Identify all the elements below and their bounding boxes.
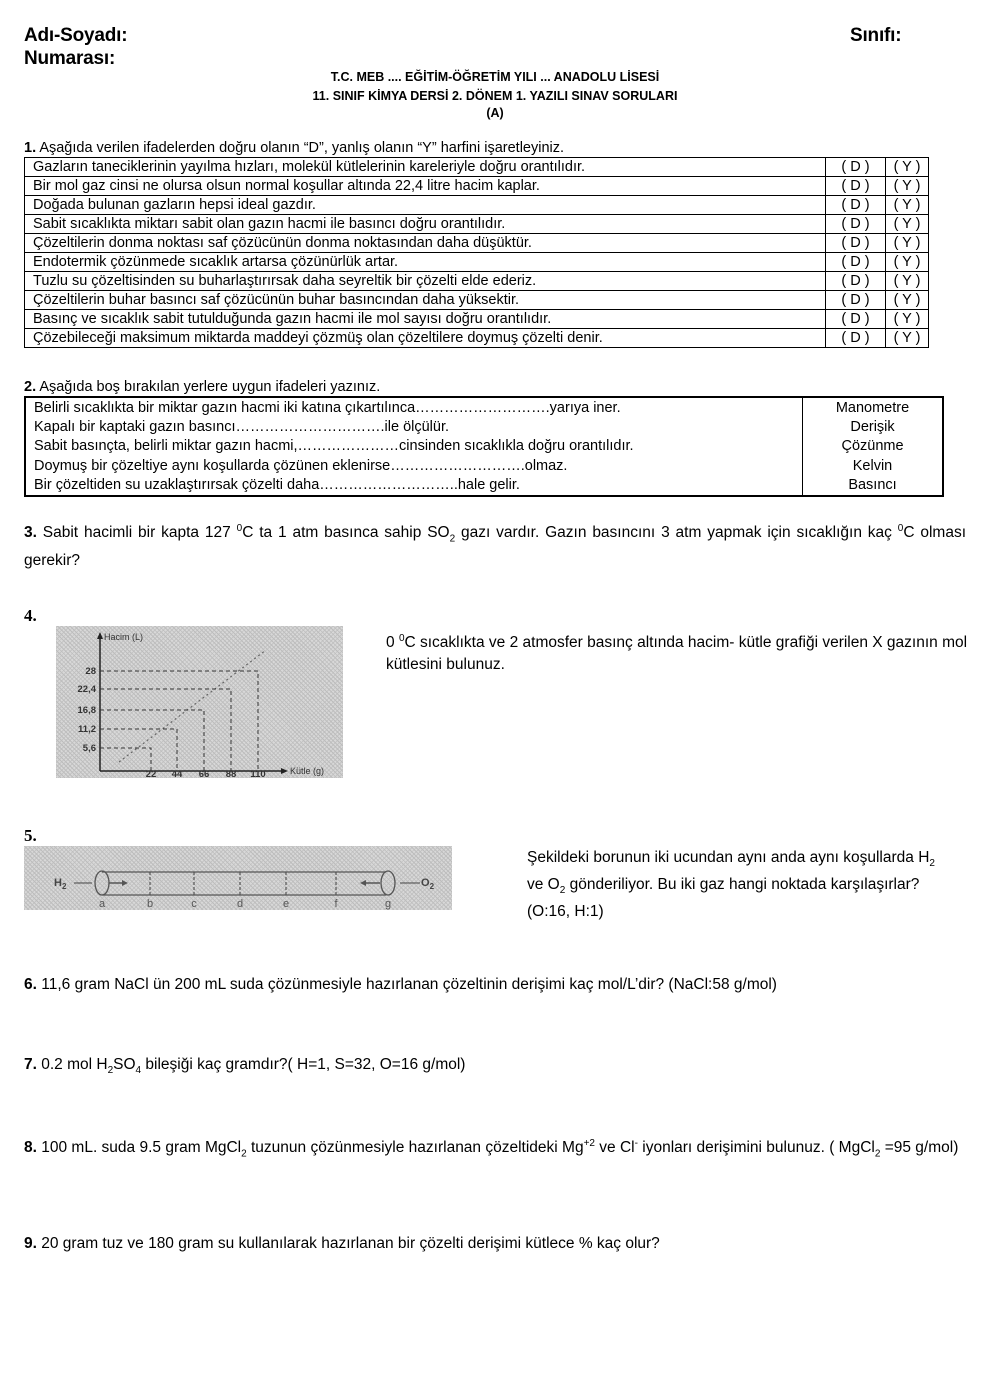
q3-sup: 0 [236, 523, 243, 534]
tube-point-label: g [384, 898, 392, 910]
false-option[interactable]: ( Y ) [886, 177, 929, 196]
student-name-label: Adı-Soyadı: [24, 25, 128, 46]
false-option[interactable]: ( Y ) [886, 272, 929, 291]
false-option[interactable]: ( Y ) [886, 310, 929, 329]
true-option[interactable]: ( D ) [826, 234, 886, 253]
q7-number: 7. [24, 1056, 37, 1073]
svg-text:28: 28 [85, 666, 96, 677]
tube-point-label: a [98, 898, 106, 910]
q8-text-part: 100 mL. suda 9.5 gram MgCl [36, 1139, 242, 1157]
true-option[interactable]: ( D ) [826, 329, 886, 348]
fill-sentence: Bir çözeltiden su uzaklaştırırsak çözelti daha………………………..hale gelir. [34, 476, 520, 493]
q3-text-part: Sabit hacimli bir kapta 127 [36, 524, 237, 542]
q9-text-body: 20 gram tuz ve 180 gram su kullanılarak hazırlanan bir çözelti derişimi kütlece % kaç olur? [36, 1235, 660, 1252]
q6-number: 6. [24, 976, 37, 993]
fill-sentences [25, 397, 803, 496]
true-option[interactable]: ( D ) [826, 158, 886, 177]
q7-text [24, 1055, 465, 1081]
q4-sup: 0 [398, 633, 405, 644]
statement-text: Çözeltilerin donma noktası saf çözücünün donma noktasından daha düşüktür. [25, 234, 826, 253]
q4-number: 4. [24, 606, 37, 625]
svg-text:22: 22 [145, 769, 157, 778]
q3-text-part: C olması gerekir? [24, 524, 967, 570]
fill-sentence: Kapalı bir kaptaki gazın basıncı………………………….ile ölçülür. [34, 419, 450, 436]
fill-sentence: Doymuş bir çözeltiye aynı koşullarda çözünen eklenirse……………………….olmaz. [34, 457, 568, 474]
q8-sub: 2 [241, 1148, 247, 1160]
volume-mass-chart [56, 626, 343, 778]
tube-point-label: e [282, 898, 290, 910]
q1-instruction [24, 138, 564, 158]
statement-text: Bir mol gaz cinsi ne olursa olsun normal koşullar altında 22,4 litre hacim kaplar. [25, 177, 826, 196]
gas-tube-svg [24, 846, 452, 910]
svg-text:11,2: 11,2 [78, 724, 96, 735]
q6-text-body: 11,6 gram NaCl ün 200 mL suda çözünmesiyle hazırlanan çözeltinin derişimi kaç mol/L’dir? (NaCl:58 g/mol) [36, 976, 777, 993]
statement-text: Gazların taneciklerinin yayılma hızları, molekül kütlelerinin kareleriyle doğru orantılıdır. [25, 158, 826, 177]
false-option[interactable]: ( Y ) [886, 158, 929, 177]
q8-number: 8. [24, 1139, 37, 1157]
q3-text [24, 518, 966, 572]
tube-point-label: b [146, 898, 154, 910]
svg-text:16,8: 16,8 [77, 705, 96, 716]
word-bank-item: Çözünme [841, 438, 904, 455]
true-option[interactable]: ( D ) [826, 253, 886, 272]
q5-text-part: ve O [527, 876, 560, 894]
word-bank-item: Kelvin [852, 457, 893, 474]
q3-sub: 2 [449, 533, 456, 545]
true-option[interactable]: ( D ) [826, 291, 886, 310]
q8-sup: - [634, 1138, 638, 1149]
q3-text-part: gazı vardır. Gazın basıncını 3 atm yapmak için sıcaklığın kaç [455, 524, 898, 542]
q7-text-part: 0.2 mol H [36, 1056, 108, 1073]
q1-instruction-text: Aşağıda verilen ifadelerden doğru olanın “D”, yanlış olanın “Y” harfini işaretleyiniz. [36, 140, 565, 156]
true-false-row [25, 234, 929, 253]
false-option[interactable]: ( Y ) [886, 196, 929, 215]
word-bank-item: Basıncı [848, 476, 897, 493]
word-bank-item: Derişik [850, 419, 895, 436]
q5-text [527, 847, 947, 922]
word-bank-item: Manometre [835, 400, 910, 416]
true-false-row [25, 272, 929, 291]
q3-number: 3. [24, 524, 37, 542]
true-false-table [24, 157, 929, 348]
q7-text-part: SO [113, 1056, 136, 1073]
fill-sentence: Sabit basınçta, belirli miktar gazın hacmi,…………………cinsinden sıcaklıkla doğru orantılıdır. [34, 438, 634, 455]
q8-sub: 2 [874, 1148, 881, 1160]
o2-label: $O_2$ [421, 877, 435, 891]
statement-text: Çözebileceği maksimum miktarda maddeyi çözmüş olan çözeltilere doymuş çözelti denir. [25, 329, 826, 348]
svg-text:66: 66 [198, 769, 210, 778]
true-false-row [25, 329, 929, 348]
q9-text [24, 1234, 660, 1254]
true-false-row [25, 158, 929, 177]
statement-text: Tuzlu su çözeltisinden su buharlaştırırsak daha seyreltik bir çözelti elde ederiz. [25, 272, 826, 291]
q8-text [24, 1133, 966, 1165]
false-option[interactable]: ( Y ) [886, 215, 929, 234]
true-option[interactable]: ( D ) [826, 215, 886, 234]
q8-text-part: =95 g/mol) [880, 1139, 959, 1157]
true-option[interactable]: ( D ) [826, 177, 886, 196]
y-axis-label: Hacim (L) [104, 632, 144, 642]
q1-number: 1. [24, 140, 37, 156]
tube-point-label: c [191, 898, 197, 910]
volume-mass-chart-svg [56, 626, 343, 778]
true-false-row [25, 310, 929, 329]
true-false-row [25, 291, 929, 310]
q6-text [24, 975, 777, 995]
true-false-row [25, 253, 929, 272]
svg-text:88: 88 [225, 769, 237, 778]
fill-sentence: Belirli sıcaklıkta bir miktar gazın hacmi iki katına çıkartılınca……………………….yarıya iner. [34, 400, 621, 416]
class-label: Sınıfı: [850, 25, 902, 46]
q5-text-part: Şekildeki borunun iki ucundan aynı anda aynı koşullarda H [527, 849, 930, 866]
q8-sup: +2 [583, 1138, 595, 1149]
svg-text:5,6: 5,6 [82, 743, 96, 754]
q3-text-part: C ta 1 atm basınca sahip SO [242, 524, 450, 542]
q5-sub: 2 [559, 885, 566, 897]
q5-number: 5. [24, 826, 37, 845]
x-axis-label: Kütle (g) [290, 766, 325, 776]
q4-text [386, 628, 976, 676]
h2-label: $H_2$ [54, 877, 67, 891]
q9-number: 9. [24, 1235, 37, 1252]
exam-group: (A) [486, 106, 504, 120]
statement-text: Endotermik çözünmede sıcaklık artarsa çözünürlük artar. [25, 253, 826, 272]
q4-text-part: C sıcaklıkta ve 2 atmosfer basınç altında hacim- kütle grafiği verilen X gazının mol kütlesini bulunuz. [386, 634, 968, 674]
svg-text:44: 44 [171, 769, 183, 778]
statement-text: Sabit sıcaklıkta miktarı sabit olan gazın hacmi ile basıncı doğru orantılıdır. [25, 215, 826, 234]
false-option[interactable]: ( Y ) [886, 234, 929, 253]
true-false-row [25, 215, 929, 234]
svg-text:110: 110 [250, 769, 266, 778]
q8-text-part: ve Cl [594, 1139, 635, 1157]
true-option[interactable]: ( D ) [826, 196, 886, 215]
school-title: T.C. MEB .... EĞİTİM-ÖĞRETİM YILI ... ANADOLU LİSESİ [330, 70, 660, 84]
gas-tube-diagram [24, 846, 452, 910]
false-option[interactable]: ( Y ) [886, 291, 929, 310]
false-option[interactable]: ( Y ) [886, 329, 929, 348]
statement-text: Çözeltilerin buhar basıncı saf çözücünün buhar basıncından daha yüksektir. [25, 291, 826, 310]
statement-text: Basınç ve sıcaklık sabit tutulduğunda gazın hacmi ile mol sayısı doğru orantılıdır. [25, 310, 826, 329]
q4-text-part: 0 [386, 634, 399, 652]
q5-text-part: gönderiliyor. Bu iki gaz hangi noktada karşılaşırlar? (O:16, H:1) [527, 876, 920, 921]
true-option[interactable]: ( D ) [826, 310, 886, 329]
statement-text: Doğada bulunan gazların hepsi ideal gazdır. [25, 196, 826, 215]
q2-instruction-text: Aşağıda boş bırakılan yerlere uygun ifadeleri yazınız. [36, 379, 381, 395]
q7-text-part: bileşiği kaç gramdır?( H=1, S=32, O=16 g/mol) [141, 1056, 466, 1073]
q7-sub: 4 [135, 1065, 142, 1077]
q2-number: 2. [24, 379, 37, 395]
q3-sup: 0 [897, 523, 904, 534]
student-number-label: Numarası: [24, 48, 116, 69]
true-false-row [25, 177, 929, 196]
fill-in-blanks-table [24, 396, 944, 497]
q7-sub: 2 [107, 1065, 114, 1077]
tube-point-label: d [236, 898, 244, 910]
tube-point-label: f [334, 898, 338, 910]
q8-text-part: tuzunun çözünmesiyle hazırlanan çözeltideki Mg [246, 1139, 584, 1157]
svg-text:22,4: 22,4 [77, 684, 96, 695]
exam-title: 11. SINIF KİMYA DERSİ 2. DÖNEM 1. YAZILI SINAV SORULARI [312, 89, 678, 103]
true-false-row [25, 196, 929, 215]
q5-sub: 2 [929, 858, 935, 870]
false-option[interactable]: ( Y ) [886, 253, 929, 272]
word-bank [803, 397, 944, 496]
q2-instruction [24, 377, 380, 397]
q8-text-part: iyonları derişimini bulunuz. ( MgCl [637, 1139, 875, 1157]
true-option[interactable]: ( D ) [826, 272, 886, 291]
